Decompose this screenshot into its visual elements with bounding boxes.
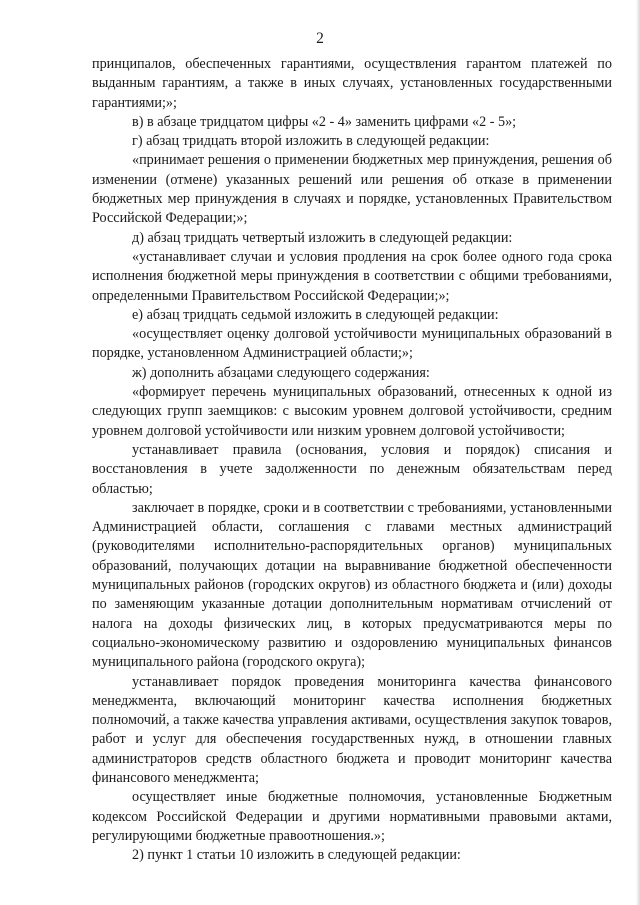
page-edge-shadow (636, 0, 640, 905)
paragraph-continuation: принципалов, обеспеченных гарантиями, осуществления гарантом платежей по выданным гарантиям, а также в иных случаях, установленных государственными гарантиями;»; (92, 56, 612, 111)
paragraph-amendment-zh: ж) дополнить абзацами следующего содержания: (132, 364, 430, 381)
document-body (92, 55, 612, 865)
paragraph-amendment-v: в) в абзаце тридцатом цифры «2 - 4» заменить цифрами «2 - 5»; (132, 113, 517, 130)
paragraph-amendment-g: г) абзац тридцать второй изложить в следующей редакции: (132, 133, 490, 150)
paragraph-quote-zh-2: устанавливает правила (основания, условия и порядок) списания и восстановления в учете задолженности по денежным обязательствам перед областью; (92, 441, 612, 497)
paragraph-quote-zh-5: осуществляет иные бюджетные полномочия, установленные Бюджетным кодексом Российской Федерации и другими нормативными правовыми актами, регулирующими бюджетные правоотношения.»; (92, 789, 612, 844)
paragraph-quote-e: «осуществляет оценку долговой устойчивости муниципальных образований в порядке, установленном Администрацией области;»; (92, 326, 612, 362)
page-number: 2 (316, 30, 324, 47)
paragraph-quote-zh-1: «формирует перечень муниципальных образований, отнесенных к одной из следующих групп заемщиков: с высоким уровнем долговой устойчивости, средним уровнем долговой устойчивости или низким уровнем долговой устойчивости; (92, 384, 612, 439)
paragraph-amendment-d: д) абзац тридцать четвертый изложить в следующей редакции: (132, 229, 513, 246)
paragraph-quote-d: «устанавливает случаи и условия продления на срок более одного года срока исполнения бюджетной меры принуждения в соответствии с общими требованиями, определенными Правительством Российской Федерации;»; (92, 248, 612, 304)
paragraph-quote-zh-3: заключает в порядке, сроки и в соответствии с требованиями, установленными Администрацией области, соглашения с главами местных администраций (руководителями исполнительно-распорядительных органов) муниципальных образований, получающих дотации на выравнивание бюджетной обеспеченности муниципальных районов (городских округов) из областного бюджета и (или) доходы по заменяющим указанные дотации дополнительным нормативам отчислений от налога на доходы физических лиц, в которых предусматриваются меры по социально-экономическому развитию и оздоровлению муниципальных финансов муниципального района (городского округа); (92, 499, 612, 671)
paragraph-quote-zh-4: устанавливает порядок проведения мониторинга качества финансового менеджмента, включающий мониторинг качества исполнения бюджетных полномочий, а также качества управления активами, осуществления закупок товаров, работ и услуг для обеспечения государственных нужд, в отношении главных администраторов средств областного бюджета и проводит мониторинг качества финансового менеджмента; (92, 673, 612, 786)
paragraph-amendment-e: е) абзац тридцать седьмой изложить в следующей редакции: (132, 306, 499, 323)
paragraph-quote-g: «принимает решения о применении бюджетных мер принуждения, решения об изменении (отмене) указанных решений или решения об отказе в применении бюджетных мер принуждения в случаях и порядке, установленных Правительством Российской Федерации;»; (92, 152, 612, 227)
paragraph-item-2: 2) пункт 1 статьи 10 изложить в следующей редакции: (132, 847, 461, 864)
